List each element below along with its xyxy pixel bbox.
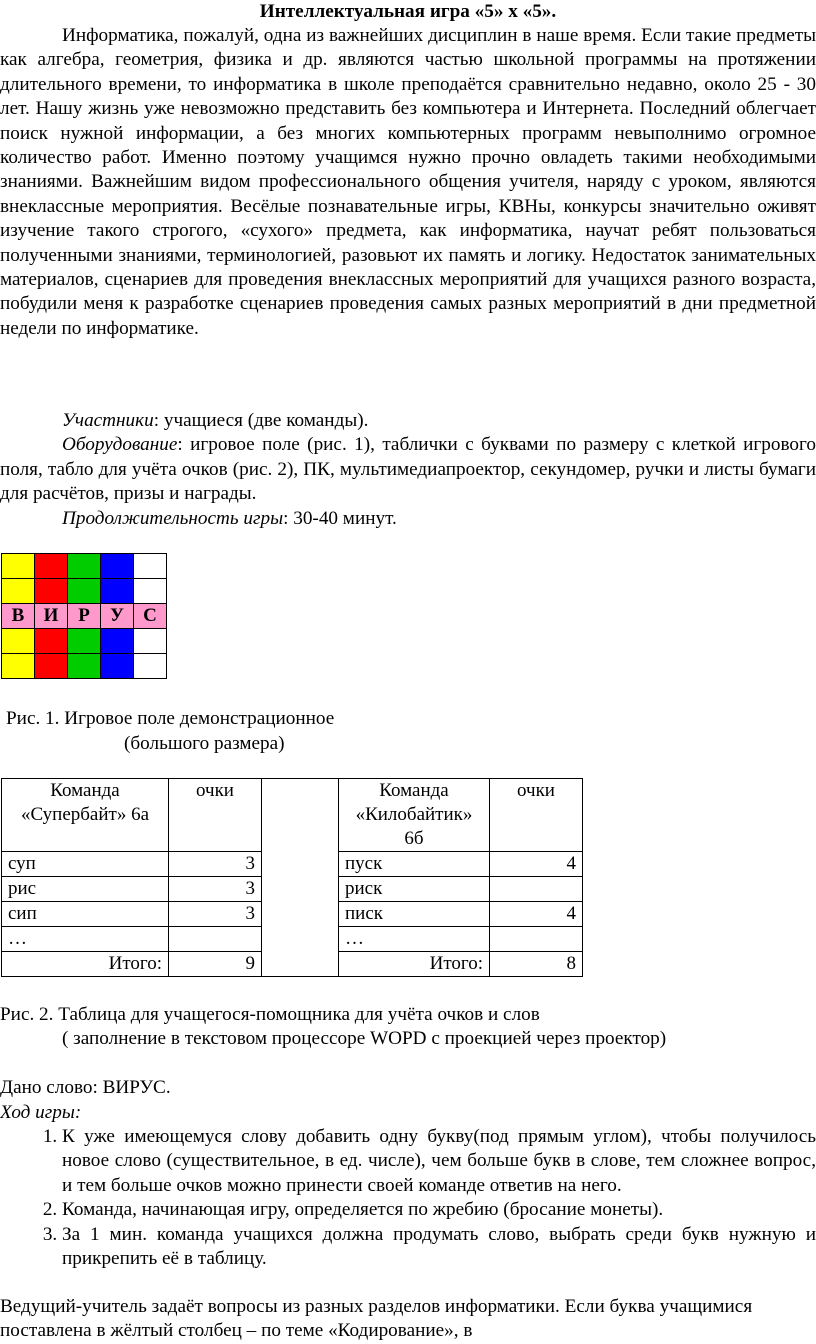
grid-cell bbox=[101, 579, 134, 604]
team2-word: писк bbox=[339, 902, 490, 927]
grid-cell bbox=[35, 654, 68, 679]
grid-row bbox=[2, 604, 167, 629]
grid-cell bbox=[68, 579, 101, 604]
team2-name: Команда «Килобайтик» 6б bbox=[339, 779, 490, 852]
team1-points: 3 bbox=[169, 902, 262, 927]
figure1-caption-note: (большого размера) bbox=[124, 733, 285, 754]
grid-cell bbox=[2, 629, 35, 654]
equipment-text: : игровое поле (рис. 1), таблички с буквами по размеру с клеткой игрового поля, табло для учёта очков (рис. 2), ПК, мультимедиапроектор, секундомер, ручки и листы бумаги для расчётов, призы и награды. bbox=[0, 434, 816, 505]
figure2-caption: Рис. 2. Таблица для учащегося-помощника для учёта очков и слов bbox=[0, 1004, 540, 1025]
team2-points: 4 bbox=[490, 852, 583, 877]
grid-cell bbox=[2, 579, 35, 604]
spacer-column bbox=[262, 779, 339, 977]
team1-total: 9 bbox=[169, 952, 262, 977]
team2-word: риск bbox=[339, 877, 490, 902]
game-info bbox=[0, 409, 816, 531]
team1-points: 3 bbox=[169, 852, 262, 877]
figure1-caption: Рис. 1. Игровое поле демонстрационное bbox=[6, 708, 335, 729]
team2-word: … bbox=[339, 927, 490, 952]
team1-points-header: очки bbox=[169, 779, 262, 852]
grid-cell bbox=[68, 554, 101, 579]
equipment-label: Оборудование bbox=[62, 434, 178, 456]
letter-cell: Р bbox=[68, 604, 101, 629]
grid-cell bbox=[35, 629, 68, 654]
equipment-line bbox=[0, 433, 816, 506]
score-table bbox=[1, 778, 583, 977]
intro-section bbox=[0, 24, 816, 341]
grid-cell bbox=[134, 554, 167, 579]
team2-total: 8 bbox=[490, 952, 583, 977]
letter-cell: С bbox=[134, 604, 167, 629]
grid-cell bbox=[101, 629, 134, 654]
grid-row bbox=[2, 554, 167, 579]
grid-row bbox=[2, 654, 167, 679]
team1-word: суп bbox=[2, 852, 169, 877]
team1-total-label: Итого: bbox=[2, 952, 169, 977]
game-board bbox=[1, 553, 167, 679]
duration-line bbox=[0, 507, 816, 531]
final-paragraph: Ведущий-учитель задаёт вопросы из разных разделов информатики. Если буква учащимися поставлена в жёлтый столбец – по теме «Кодирование», в bbox=[0, 1296, 753, 1342]
grid-cell bbox=[35, 554, 68, 579]
given-word: Дано слово: ВИРУС. bbox=[0, 1077, 171, 1098]
team2-word: пуск bbox=[339, 852, 490, 877]
grid-cell bbox=[134, 654, 167, 679]
team1-points bbox=[169, 927, 262, 952]
letter-cell: В bbox=[2, 604, 35, 629]
team1-points: 3 bbox=[169, 877, 262, 902]
grid-row bbox=[2, 629, 167, 654]
grid-cell bbox=[68, 629, 101, 654]
participants-line bbox=[0, 409, 816, 433]
team1-word: рис bbox=[2, 877, 169, 902]
participants-label: Участники bbox=[62, 410, 154, 431]
grid-cell bbox=[35, 579, 68, 604]
participants-text: : учащиеся (две команды). bbox=[153, 410, 369, 431]
grid-cell bbox=[2, 654, 35, 679]
grid-cell bbox=[101, 554, 134, 579]
grid-cell bbox=[101, 654, 134, 679]
team2-points: 4 bbox=[490, 902, 583, 927]
letter-cell: У bbox=[101, 604, 134, 629]
list-item: 1. К уже имеющемуся слову добавить одну букву(под прямым углом), чтобы получилось новое слово (существительное, в ед. числе), чем больше букв в слове, тем сложнее вопрос, и тем больше очков можно принести своей команде ответив на него. bbox=[62, 1125, 816, 1198]
grid-cell bbox=[134, 579, 167, 604]
team2-total-label: Итого: bbox=[339, 952, 490, 977]
intro-paragraph: Информатика, пожалуй, одна из важнейших дисциплин в наше время. Если такие предметы как алгебра, геометрия, физика и др. являются частью школьной программы на протяжении длительного времени, то информатика в школе преподаётся сравнительно недавно, около 25 - 30 лет. Нашу жизнь уже невозможно представить без компьютера и Интернета. Последний облегчает поиск нужной информации, а без многих компьютерных программ невыполнимо огромное количество работ. Именно поэтому учащимся нужно прочно овладеть такими необходимыми знаниями. Важнейшим видом профессионального общения учителя, наряду с уроком, являются внеклассные мероприятия. Весёлые познавательные игры, КВНы, конкурсы значительно оживят изучение такого строгого, «сухого» предмета, как информатика, научат ребят пользоваться полученными знаниями, терминологией, разовьют их память и логику. Недостаток занимательных материалов, сценариев для проведения внеклассных мероприятий для учащихся разного возраста, побудили меня к разработке сценариев проведения самых разных мероприятий в дни предметной недели по информатике. bbox=[0, 25, 816, 339]
grid-cell bbox=[2, 554, 35, 579]
list-item: 2. Команда, начинающая игру, определяется по жребию (бросание монеты). bbox=[62, 1198, 816, 1222]
duration-text: : 30-40 минут. bbox=[283, 507, 397, 529]
grid-cell bbox=[68, 654, 101, 679]
figure2-caption-note: ( заполнение в текстовом процессоре WOPD с проекцией через проектор) bbox=[62, 1028, 667, 1049]
team2-points bbox=[490, 877, 583, 902]
team2-points-header: очки bbox=[490, 779, 583, 852]
team1-name: Команда «Супербайт» 6а bbox=[2, 779, 169, 852]
letter-cell: И bbox=[35, 604, 68, 629]
steps-list bbox=[0, 1125, 816, 1271]
team2-points bbox=[490, 927, 583, 952]
grid-cell bbox=[134, 629, 167, 654]
team1-word: сип bbox=[2, 902, 169, 927]
page-title: Интеллектуальная игра «5» х «5». bbox=[259, 1, 557, 22]
score-header-row bbox=[2, 779, 583, 852]
duration-label: Продолжительность игры bbox=[62, 507, 284, 529]
team1-word: … bbox=[2, 927, 169, 952]
list-item: 3. За 1 мин. команда учащихся должна продумать слово, выбрать среди букв нужную и прикрепить её в таблицу. bbox=[62, 1223, 816, 1272]
grid-row bbox=[2, 579, 167, 604]
course-heading: Ход игры: bbox=[0, 1102, 82, 1123]
